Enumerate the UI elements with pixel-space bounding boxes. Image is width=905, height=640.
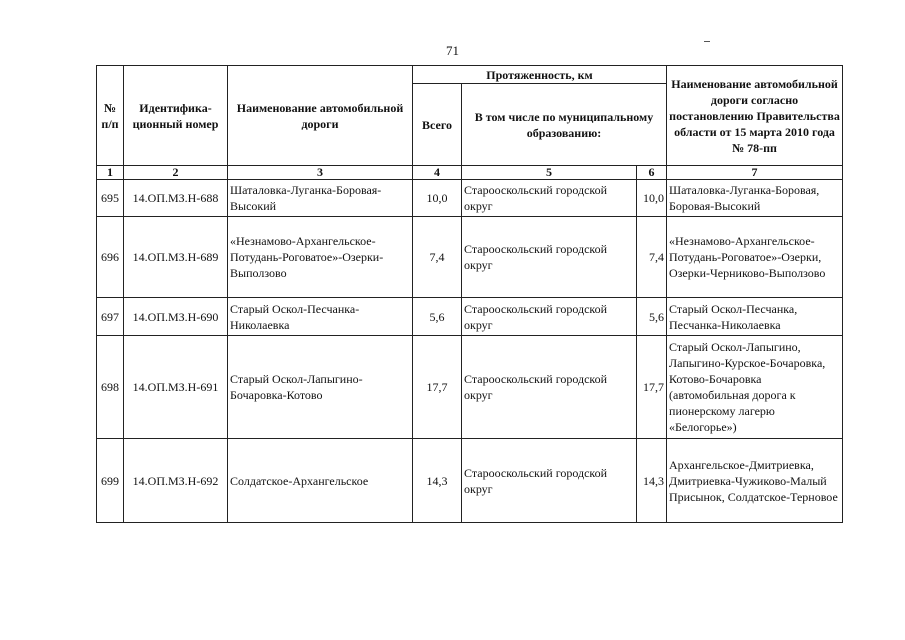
table-row	[97, 298, 843, 336]
row-road-name: Старый Оскол-Песчанка-Николаевка	[228, 298, 413, 336]
row-muni-length: 10,0	[637, 180, 667, 217]
col-number-1: 1	[97, 166, 124, 180]
row-id: 14.ОП.МЗ.Н-688	[124, 180, 228, 217]
table-row	[97, 336, 843, 439]
row-total: 5,6	[413, 298, 462, 336]
row-name-2010: Старый Оскол-Песчанка, Песчанка-Николаевка	[667, 298, 843, 336]
header-total: Всего	[413, 84, 462, 166]
row-id: 14.ОП.МЗ.Н-690	[124, 298, 228, 336]
table-row	[97, 217, 843, 298]
row-road-name: Солдатское-Архангельское	[228, 439, 413, 523]
row-total: 7,4	[413, 217, 462, 298]
col-number-7: 7	[667, 166, 843, 180]
row-id: 14.ОП.МЗ.Н-689	[124, 217, 228, 298]
row-municipality: Старооскольский городской округ	[462, 180, 637, 217]
col-number-3: 3	[228, 166, 413, 180]
row-name-2010: Архангельское-Дмитриевка, Дмитриевка-Чужиково-Малый Присынок, Солдатское-Терновое	[667, 439, 843, 523]
header-id: Идентифика-ционный номер	[124, 66, 228, 166]
col-number-6: 6	[637, 166, 667, 180]
page-number: 71	[446, 43, 459, 58]
row-total: 10,0	[413, 180, 462, 217]
row-num: 697	[97, 298, 124, 336]
row-name-2010: Старый Оскол-Лапыгино, Лапыгино-Курское-Бочаровка, Котово-Бочаровка (автомобильная дорога к пионерскому лагерю «Белогорье»)	[667, 336, 843, 439]
row-name-2010: «Незнамово-Архангельское-Потудань-Роговатое»-Озерки, Озерки-Черниково-Выползово	[667, 217, 843, 298]
table-row	[97, 180, 843, 217]
row-muni-length: 17,7	[637, 336, 667, 439]
row-road-name: Старый Оскол-Лапыгино-Бочаровка-Котово	[228, 336, 413, 439]
row-municipality: Старооскольский городской округ	[462, 439, 637, 523]
row-municipality: Старооскольский городской округ	[462, 217, 637, 298]
header-name-2010: Наименование автомобильной дороги согласно постановлению Правительства области от 15 марта 2010 года № 78-пп	[667, 66, 843, 166]
header-length-group: Протяженность, км	[413, 66, 667, 84]
roads-table	[96, 65, 843, 523]
row-num: 695	[97, 180, 124, 217]
row-id: 14.ОП.МЗ.Н-691	[124, 336, 228, 439]
row-road-name: Шаталовка-Луганка-Боровая-Высокий	[228, 180, 413, 217]
row-muni-length: 7,4	[637, 217, 667, 298]
scan-mark	[704, 41, 710, 42]
row-num: 698	[97, 336, 124, 439]
col-number-5: 5	[462, 166, 637, 180]
col-number-2: 2	[124, 166, 228, 180]
row-id: 14.ОП.МЗ.Н-692	[124, 439, 228, 523]
row-muni-length: 5,6	[637, 298, 667, 336]
row-name-2010: Шаталовка-Луганка-Боровая, Боровая-Высокий	[667, 180, 843, 217]
header-num: № п/п	[97, 66, 124, 166]
row-municipality: Старооскольский городской округ	[462, 336, 637, 439]
row-num: 696	[97, 217, 124, 298]
row-muni-length: 14,3	[637, 439, 667, 523]
row-total: 14,3	[413, 439, 462, 523]
header-road-name: Наименование автомобильной дороги	[228, 66, 413, 166]
col-number-4: 4	[413, 166, 462, 180]
header-municipality: В том числе по муниципальному образованию:	[462, 84, 667, 166]
row-road-name: «Незнамово-Архангельское-Потудань-Роговатое»-Озерки-Выползово	[228, 217, 413, 298]
row-total: 17,7	[413, 336, 462, 439]
table-row	[97, 439, 843, 523]
row-municipality: Старооскольский городской округ	[462, 298, 637, 336]
row-num: 699	[97, 439, 124, 523]
